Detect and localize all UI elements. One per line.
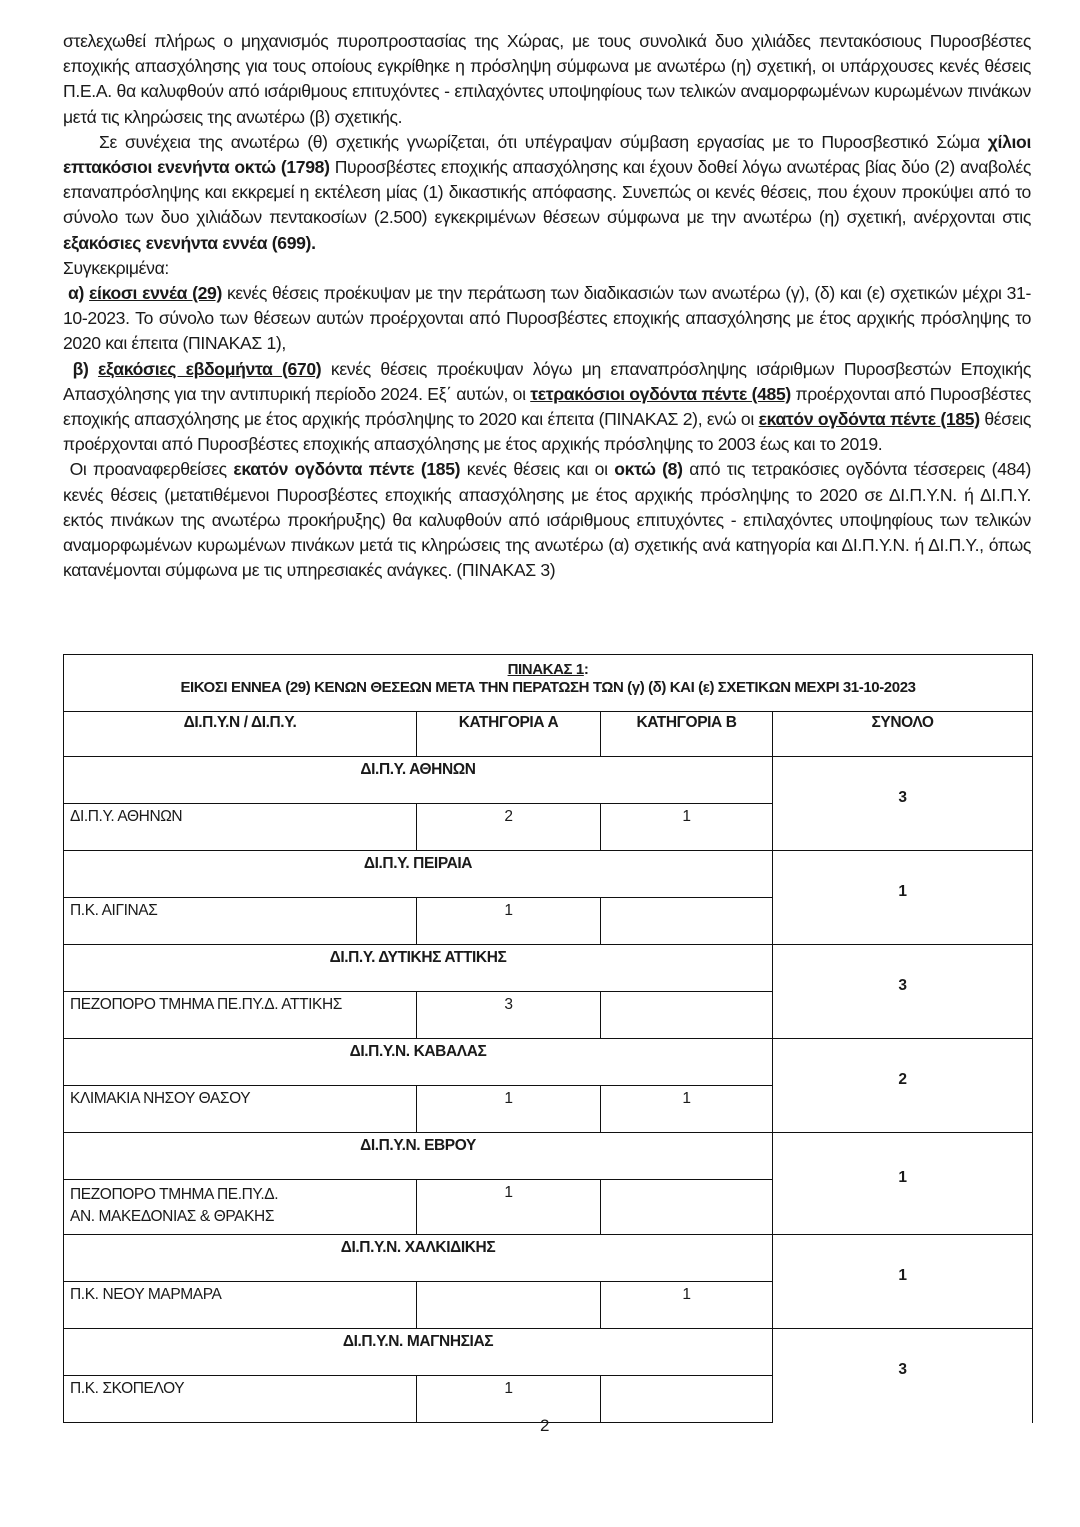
cat-b-value <box>601 1180 773 1235</box>
paragraph-contracts: Σε συνέχεια της ανωτέρω (θ) σχετικής γνωρίζεται, ότι υπέγραψαν σύμβαση εργασίας με το Πυροσβεστικό Σώμα χίλιοι επτακόσιοι ενενήντα οκτώ (1798) Πυροσβέστες εποχικής απασχόλησης και έχουν δοθεί λόγω ανωτέρας βίας δύο (2) αναβολές επαναπρόσληψης και εκκρεμεί η εκτέλεση μίας (1) δικαστικής απόφασης. Συνεπώς οι κενές θέσεις, που έχουν προκύψει από το σύνολο των δυο χιλιάδων πεντακοσίων (2.500) εγκεκριμένων θέσεων σύμφωνα με την ανωτέρω (η) σχετική, ανέρχονται στις εξακόσιες ενενήντα εννέα (699). Συγκεκριμένα: <box>63 131 1031 278</box>
cat-a-value: 2 <box>417 804 601 851</box>
group-total: 1 <box>773 1235 1033 1329</box>
group-row <box>64 1329 1033 1376</box>
group-row <box>64 945 1033 992</box>
paragraph-item-a: α) είκοσι εννέα (29) κενές θέσεις προέκυψαν με την περάτωση των διαδικασιών των ανωτέρω (γ), (δ) και (ε) σχετικών μέχρι 31-10-2023. Το σύνολο των θέσεων αυτών προέρχονται από Πυροσβέστες εποχικής απασχόλησης με έτος αρχικής πρόσληψης το 2020 και έπειτα (ΠΙΝΑΚΑΣ 1), <box>63 283 1031 354</box>
group-name: ΔΙ.Π.Υ. ΠΕΙΡΑΙΑ <box>64 851 773 898</box>
group-total: 1 <box>773 1133 1033 1235</box>
table-1 <box>63 654 1033 1423</box>
unit-name: Π.Κ. ΣΚΟΠΕΛΟΥ <box>64 1376 417 1423</box>
group-name: ΔΙ.Π.Υ. ΑΘΗΝΩΝ <box>64 757 773 804</box>
table-subtitle: ΕΙΚΟΣΙ ΕΝΝΕΑ (29) ΚΕΝΩΝ ΘΕΣΕΩΝ ΜΕΤΑ ΤΗΝ ΠΕΡΑΤΩΣΗ ΤΩΝ (γ) (δ) ΚΑΙ (ε) ΣΧΕΤΙΚΩΝ ΜΕΧΡΙ 31-10-2023 <box>180 679 916 696</box>
table-title: ΠΙΝΑΚΑΣ 1: ΕΙΚΟΣΙ ΕΝΝΕΑ (29) ΚΕΝΩΝ ΘΕΣΕΩΝ ΜΕΤΑ ΤΗΝ ΠΕΡΑΤΩΣΗ ΤΩΝ (γ) (δ) ΚΑΙ (ε) ΣΧΕΤΙΚΩΝ ΜΕΧΡΙ 31-10-2023 <box>64 655 1033 712</box>
header-cat-a: ΚΑΤΗΓΟΡΙΑ Α <box>417 712 601 757</box>
group-row <box>64 1039 1033 1086</box>
group-name: ΔΙ.Π.Υ.Ν. ΜΑΓΝΗΣΙΑΣ <box>64 1329 773 1376</box>
group-name: ΔΙ.Π.Υ.Ν. ΚΑΒΑΛΑΣ <box>64 1039 773 1086</box>
group-name: ΔΙ.Π.Υ. ΔΥΤΙΚΗΣ ΑΤΤΙΚΗΣ <box>64 945 773 992</box>
cat-a-value <box>417 1282 601 1329</box>
paragraph-item-b: β) εξακόσιες εβδομήντα (670) κενές θέσεις προέκυψαν λόγω μη επαναπρόσληψης ισάριθμων Πυροσβεστών Εποχικής Απασχόλησης για την αντιπυρική περίοδο 2024. Εξ΄ αυτών, οι τετρακόσιοι ογδόντα πέντε (485) προέρχονται από Πυροσβέστες εποχικής απασχόλησης με έτος αρχικής πρόσληψης το 2020 και έπειτα (ΠΙΝΑΚΑΣ 2), ενώ οι εκατόν ογδόντα πέντε (185) θέσεις προέρχονται από Πυροσβέστες εποχικής απασχόλησης με έτος αρχικής πρόσληψης το 2003 έως και το 2019. <box>63 358 1031 455</box>
cat-b-value: 1 <box>601 804 773 851</box>
cat-a-value: 3 <box>417 992 601 1039</box>
group-total: 2 <box>773 1039 1033 1133</box>
group-row <box>64 1235 1033 1282</box>
table-header-row <box>64 712 1033 757</box>
cat-a-value: 1 <box>417 898 601 945</box>
cat-a-value: 1 <box>417 1376 601 1423</box>
cat-b-value <box>601 992 773 1039</box>
group-row <box>64 851 1033 898</box>
cat-b-value: 1 <box>601 1282 773 1329</box>
cat-a-value: 1 <box>417 1086 601 1133</box>
paragraph-allocation: Οι προαναφερθείσες εκατόν ογδόντα πέντε (185) κενές θέσεις και οι οκτώ (8) από τις τετρακόσιες ογδόντα τέσσερεις (484) κενές θέσεις (μετατιθέμενοι Πυροσβέστες εποχικής απασχόλησης με έτος αρχικής πρόσληψης το 2020 σε ΔΙ.Π.Υ.Ν. ή ΔΙ.Π.Υ. εκτός πινάκων της ανωτέρω προκήρυξης) θα καλυφθούν από ισάριθμους επιτυχόντες - επιλαχόντες υποψηφίους των τελικών αναμορφωμένων κυρωμένων πινάκων μετά τις κληρώσεις της ανωτέρω (α) σχετικής ανά κατηγορία και ΔΙ.Π.Υ.Ν. ή ΔΙ.Π.Υ., όπως κατανέμονται σύμφωνα με τις υπηρεσιακές ανάγκες. (ΠΙΝΑΚΑΣ 3) <box>63 459 1032 581</box>
group-total: 3 <box>773 757 1033 851</box>
unit-name: ΠΕΖΟΠΟΡΟ ΤΜΗΜΑ ΠΕ.ΠΥ.Δ. ΑΝ. ΜΑΚΕΔΟΝΙΑΣ & ΘΡΑΚΗΣ <box>64 1180 417 1235</box>
unit-name: Π.Κ. ΝΕΟΥ ΜΑΡΜΑΡΑ <box>64 1282 417 1329</box>
group-total: 1 <box>773 851 1033 945</box>
unit-name: ΔΙ.Π.Υ. ΑΘΗΝΩΝ <box>64 804 417 851</box>
cat-a-value: 1 <box>417 1180 601 1235</box>
table-title-row <box>64 655 1033 712</box>
header-unit: ΔΙ.Π.Υ.Ν / ΔΙ.Π.Υ. <box>64 712 417 757</box>
unit-name: ΚΛΙΜΑΚΙΑ ΝΗΣΟΥ ΘΑΣΟΥ <box>64 1086 417 1133</box>
unit-name: Π.Κ. ΑΙΓΙΝΑΣ <box>64 898 417 945</box>
cat-b-value <box>601 898 773 945</box>
group-row <box>64 757 1033 804</box>
group-total: 3 <box>773 945 1033 1039</box>
paragraph-intro: στελεχωθεί πλήρως ο μηχανισμός πυροπροστασίας της Χώρας, με τους συνολικά δυο χιλιάδες πεντακόσιους Πυροσβέστες εποχικής απασχόλησης για τους οποίους εγκρίθηκε η πρόσληψη σύμφωνα με ανωτέρω (η) σχετική, οι υπάρχουσες κενές θέσεις Π.Ε.Α. θα καλυφθούν από ισάριθμους επιτυχόντες - επιλαχόντες υποψηφίους των τελικών αναμορφωμένων κυρωμένων πινάκων μετά τις κληρώσεις της ανωτέρω (β) σχετικής. <box>63 31 1031 127</box>
group-name: ΔΙ.Π.Υ.Ν. ΕΒΡΟΥ <box>64 1133 773 1180</box>
header-cat-b: ΚΑΤΗΓΟΡΙΑ Β <box>601 712 773 757</box>
unit-name: ΠΕΖΟΠΟΡΟ ΤΜΗΜΑ ΠΕ.ΠΥ.Δ. ΑΤΤΙΚΗΣ <box>64 992 417 1039</box>
group-name: ΔΙ.Π.Υ.Ν. ΧΑΛΚΙΔΙΚΗΣ <box>64 1235 773 1282</box>
page-number: 2 <box>540 1416 550 1435</box>
header-total: ΣΥΝΟΛΟ <box>773 712 1033 757</box>
body-text <box>63 29 1031 583</box>
cat-b-value <box>601 1376 773 1423</box>
group-row <box>64 1133 1033 1180</box>
cat-b-value: 1 <box>601 1086 773 1133</box>
group-total: 3 <box>773 1329 1033 1423</box>
